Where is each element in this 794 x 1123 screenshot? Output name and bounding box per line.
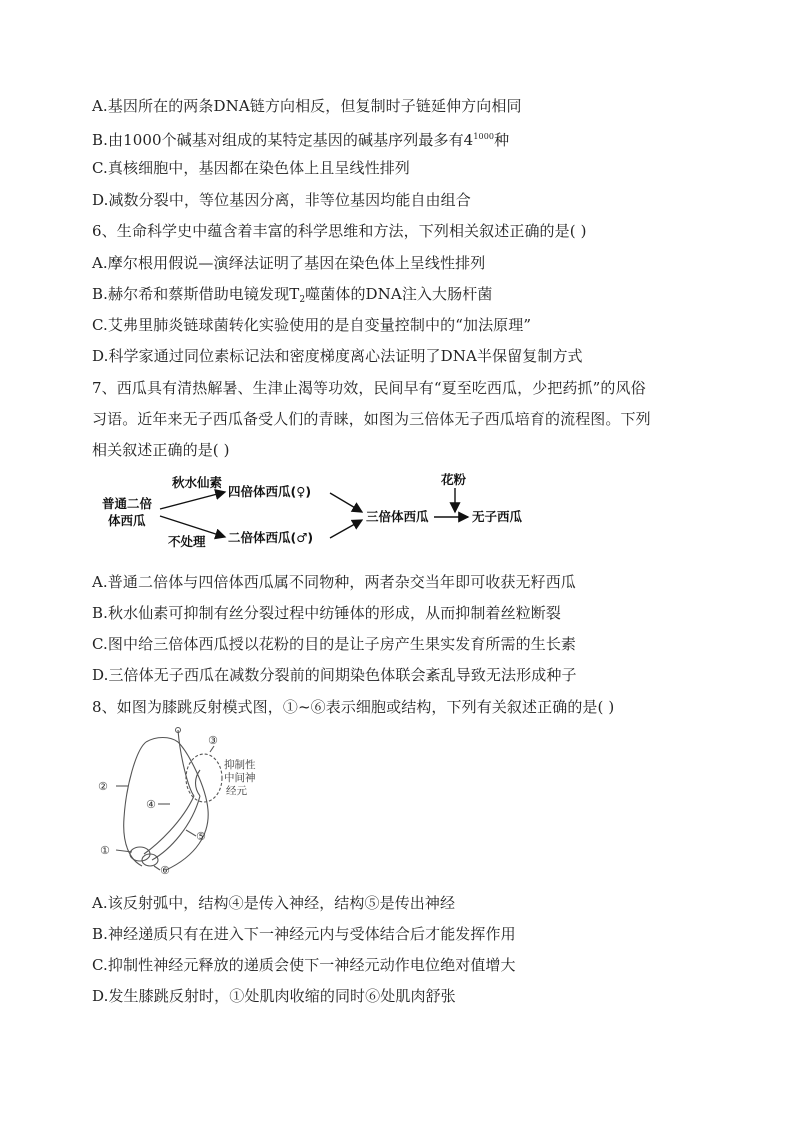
flow-pollen: 花粉 bbox=[441, 472, 467, 487]
label-6: ⑥ bbox=[160, 864, 170, 877]
q6-stem: 6、生命科学史中蕴含着丰富的科学思维和方法，下列相关叙述正确的是( ) bbox=[92, 222, 587, 240]
q5-option-b bbox=[92, 127, 509, 150]
q6-option-b-suffix: 噬菌体的DNA注入大肠杆菌 bbox=[305, 285, 493, 303]
label-1: ① bbox=[100, 844, 110, 857]
inhib-label-line2: 中间神 bbox=[224, 772, 256, 784]
leader-5 bbox=[186, 830, 196, 836]
q6-option-b-subscript: 2 bbox=[299, 295, 306, 305]
q6-option-d: D.科学家通过同位素标记法和密度梯度离心法证明了DNA半保留复制方式 bbox=[92, 347, 583, 365]
leg-outline-top bbox=[146, 738, 178, 743]
q7-option-c: C.图中给三倍体西瓜授以花粉的目的是让子房产生果实发育所需的生长素 bbox=[92, 635, 577, 653]
flow-treat-label: 秋水仙素 bbox=[172, 475, 223, 490]
label-3: ③ bbox=[208, 734, 218, 747]
q8-option-b: B.神经递质只有在进入下一神经元内与受体结合后才能发挥作用 bbox=[92, 925, 516, 943]
arrow-to-tetraploid bbox=[160, 492, 225, 509]
q5-option-b-suffix: 种 bbox=[494, 131, 510, 149]
arrow-tetraploid-to-triploid bbox=[330, 493, 362, 512]
q5-option-b-prefix: B.由1000个碱基对组成的某特定基因的碱基序列最多有4 bbox=[92, 131, 474, 149]
label-5: ⑤ bbox=[196, 830, 206, 843]
q7-stem-line3: 相关叙述正确的是( ) bbox=[92, 441, 230, 459]
q7-stem-line1: 7、西瓜具有清热解暑、生津止渴等功效，民间早有“夏至吃西瓜，少把药抓”的风俗 bbox=[92, 379, 646, 397]
label-4: ④ bbox=[146, 798, 156, 811]
inhibitory-neuron-path bbox=[196, 770, 201, 796]
flow-triploid: 三倍体西瓜 bbox=[366, 509, 429, 524]
q6-option-c: C.艾弗里肺炎链球菌转化实验使用的是自变量控制中的“加法原理” bbox=[92, 316, 532, 334]
q7-stem-line2: 习语。近年来无子西瓜备受人们的青睐，如图为三倍体无子西瓜培育的流程图。下列 bbox=[92, 410, 651, 428]
q5-option-c: C.真核细胞中，基因都在染色体上且呈线性排列 bbox=[92, 159, 410, 177]
efferent-nerve bbox=[152, 796, 200, 860]
q7-option-b: B.秋水仙素可抑制有丝分裂过程中纺锤体的形成，从而抑制着丝粒断裂 bbox=[92, 604, 561, 622]
q6-option-b-prefix: B.赫尔希和蔡斯借助电镜发现T bbox=[92, 285, 300, 303]
flow-no-treat-label: 不处理 bbox=[168, 534, 206, 549]
q8-stem: 8、如图为膝跳反射模式图，①~⑥表示细胞或结构，下列有关叙述正确的是( ) bbox=[92, 698, 615, 716]
q7-option-a: A.普通二倍体与四倍体西瓜属不同物种，两者杂交当年即可收获无籽西瓜 bbox=[92, 573, 576, 591]
flow-tetraploid: 四倍体西瓜(♀) bbox=[228, 484, 312, 499]
q6-option-b bbox=[92, 284, 492, 310]
inhib-label-line3: 经元 bbox=[226, 785, 247, 797]
leg-outline-right bbox=[166, 742, 208, 870]
q8-option-d: D.发生膝跳反射时，①处肌肉收缩的同时⑥处肌肉舒张 bbox=[92, 987, 456, 1005]
flow-seedless: 无子西瓜 bbox=[472, 509, 523, 524]
flow-start-line2: 体西瓜 bbox=[108, 513, 146, 528]
flow-diploid: 二倍体西瓜(♂) bbox=[228, 530, 314, 545]
q5-option-b-superscript: 1000 bbox=[473, 132, 495, 141]
arrow-diploid-to-triploid bbox=[330, 520, 362, 538]
q5-option-a: A.基因所在的两条DNA链方向相反，但复制时子链延伸方向相同 bbox=[92, 97, 522, 115]
leader-1 bbox=[116, 850, 132, 852]
knee-reflex-diagram bbox=[96, 726, 266, 878]
q6-option-a: A.摩尔根用假说—演绎法证明了基因在染色体上呈线性排列 bbox=[92, 254, 486, 272]
q8-option-a: A.该反射弧中，结构④是传入神经，结构⑤是传出神经 bbox=[92, 894, 456, 912]
q8-option-c: C.抑制性神经元释放的递质会使下一神经元动作电位绝对值增大 bbox=[92, 956, 516, 974]
flow-start-line1: 普通二倍 bbox=[102, 496, 153, 511]
watermelon-breeding-flowchart bbox=[100, 466, 550, 552]
inhib-label-line1: 抑制性 bbox=[224, 759, 256, 771]
q7-option-d: D.三倍体无子西瓜在减数分裂前的间期染色体联会紊乱导致无法形成种子 bbox=[92, 666, 577, 684]
label-2: ② bbox=[98, 780, 108, 793]
q5-option-d: D.减数分裂中，等位基因分离，非等位基因均能自由组合 bbox=[92, 191, 471, 209]
